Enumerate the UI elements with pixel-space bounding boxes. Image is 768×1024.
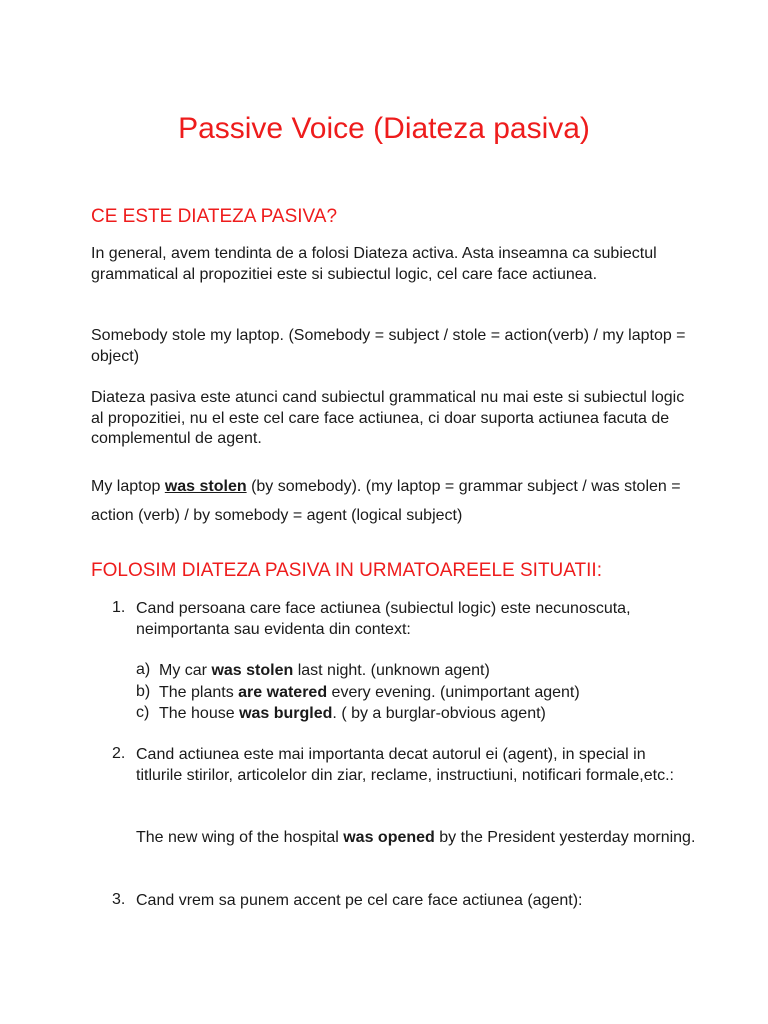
sub-list-letter: a) [136, 661, 151, 678]
sub-list-item [159, 661, 699, 682]
sub-item-bold: was stolen [211, 662, 294, 679]
sub-item-post: last night. (unknown agent) [293, 662, 490, 679]
sub-item-pre: The house [159, 705, 240, 722]
paragraph-passive-definition: Diateza pasiva este atunci cand subiectul grammatical nu mai este si subiectul logic al propozitiei, nu el este cel care face actiunea, ci doar suporta actiunea facuta de complementul de agent. [91, 389, 685, 447]
paragraph-active-example: Somebody stole my laptop. (Somebody = subject / stole = action(verb) / my laptop = object) [91, 327, 686, 365]
sub-list-letter: b) [136, 683, 151, 700]
example-post: by the President yesterday morning. [434, 829, 696, 846]
paragraph-passive-example [91, 472, 691, 530]
example-text-post: (by somebody). (my laptop = grammar subject / was stolen = action (verb) / by somebody = agent (logical subject) [91, 478, 681, 524]
sub-item-pre: The plants [159, 684, 239, 701]
sub-item-post: . ( by a burglar-obvious agent) [332, 705, 546, 722]
page-title: Passive Voice (Diateza pasiva) [178, 112, 590, 145]
example-bold: was opened [343, 829, 435, 846]
section-heading-what-is: CE ESTE DIATEZA PASIVA? [91, 206, 338, 227]
example-verb-highlight: was stolen [164, 478, 247, 495]
list-number: 1. [112, 599, 126, 616]
list-item-example [136, 828, 696, 849]
sub-item-bold: are watered [238, 684, 328, 701]
list-number: 3. [112, 891, 126, 908]
list-item-text: Cand persoana care face actiunea (subiectul logic) este necunoscuta, neimportanta sau evidenta din context: [136, 600, 631, 638]
paragraph-intro: In general, avem tendinta de a folosi Diateza activa. Asta inseamna ca subiectul grammatical al propozitiei este si subiectul logic, cel care face actiunea. [91, 245, 657, 283]
list-item-text: Cand actiunea este mai importanta decat autorul ei (agent), in special in titlurile stirilor, articolelor din ziar, reclame, instructiuni, notificari formale,etc.: [136, 746, 674, 784]
list-number: 2. [112, 745, 126, 762]
example-pre: The new wing of the hospital [136, 829, 344, 846]
sub-list-item [159, 683, 699, 704]
sub-item-bold: was burgled [239, 705, 333, 722]
list-item-text: Cand vrem sa punem accent pe cel care face actiunea (agent): [136, 892, 583, 909]
sub-list-item [159, 704, 699, 725]
section-heading-situations: FOLOSIM DIATEZA PASIVA IN URMATOAREELE SITUATII: [91, 560, 602, 581]
sub-item-post: every evening. (unimportant agent) [327, 684, 580, 701]
example-text-pre: My laptop [91, 478, 165, 495]
sub-list-letter: c) [136, 704, 150, 721]
sub-item-pre: My car [159, 662, 212, 679]
